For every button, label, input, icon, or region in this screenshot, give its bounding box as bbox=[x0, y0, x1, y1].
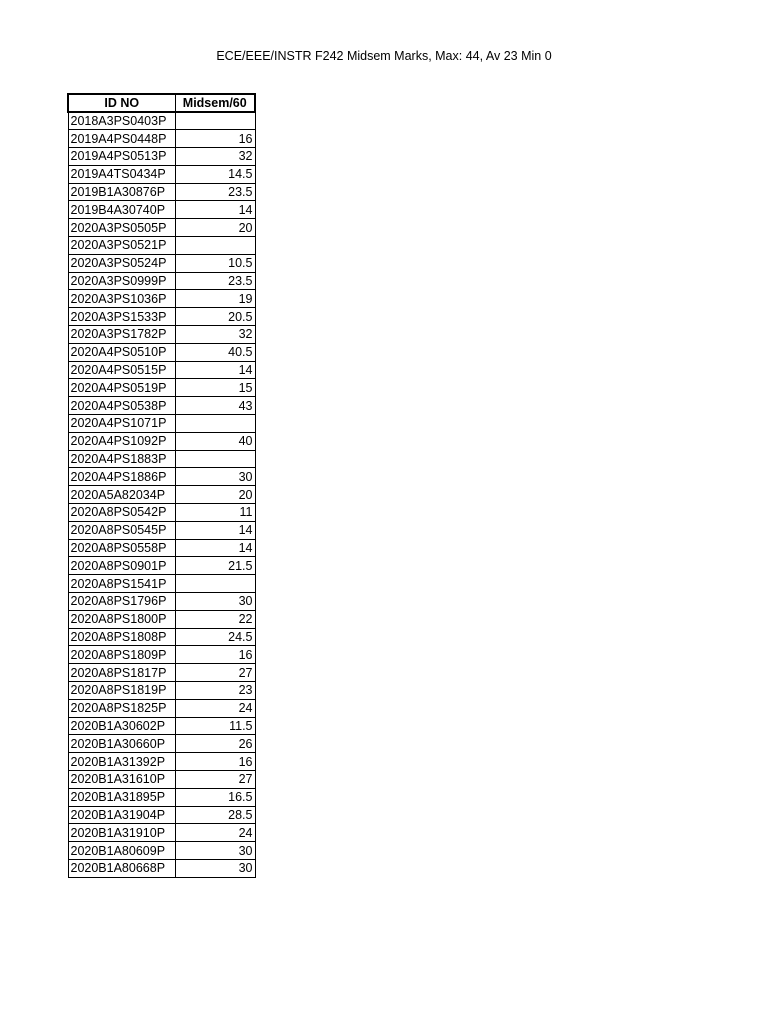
midsem-mark-cell bbox=[175, 575, 255, 593]
table-row bbox=[68, 486, 255, 504]
midsem-mark-cell: 24 bbox=[175, 699, 255, 717]
student-id-cell: 2020A8PS1800P bbox=[68, 610, 175, 628]
table-row bbox=[68, 130, 255, 148]
table-row bbox=[68, 272, 255, 290]
student-id-cell: 2020A3PS1036P bbox=[68, 290, 175, 308]
midsem-mark-cell: 20 bbox=[175, 219, 255, 237]
student-id-cell: 2020A3PS0521P bbox=[68, 237, 175, 255]
table-row bbox=[68, 593, 255, 611]
table-row bbox=[68, 361, 255, 379]
table-row bbox=[68, 806, 255, 824]
column-header-id: ID NO bbox=[68, 94, 175, 112]
student-id-cell: 2020A8PS0545P bbox=[68, 521, 175, 539]
student-id-cell: 2020A8PS0558P bbox=[68, 539, 175, 557]
midsem-mark-cell: 23 bbox=[175, 682, 255, 700]
midsem-mark-cell: 14 bbox=[175, 521, 255, 539]
student-id-cell: 2020A8PS1817P bbox=[68, 664, 175, 682]
table-row bbox=[68, 824, 255, 842]
midsem-mark-cell: 26 bbox=[175, 735, 255, 753]
midsem-mark-cell: 30 bbox=[175, 859, 255, 877]
table-row bbox=[68, 699, 255, 717]
student-id-cell: 2020B1A80609P bbox=[68, 842, 175, 860]
midsem-mark-cell: 23.5 bbox=[175, 272, 255, 290]
student-id-cell: 2020A4PS1071P bbox=[68, 415, 175, 433]
midsem-mark-cell: 32 bbox=[175, 148, 255, 166]
midsem-mark-cell: 14 bbox=[175, 539, 255, 557]
student-id-cell: 2020A8PS0542P bbox=[68, 504, 175, 522]
student-id-cell: 2020A4PS0538P bbox=[68, 397, 175, 415]
midsem-mark-cell: 30 bbox=[175, 593, 255, 611]
table-row bbox=[68, 735, 255, 753]
table-row bbox=[68, 308, 255, 326]
midsem-mark-cell: 40.5 bbox=[175, 343, 255, 361]
table-row bbox=[68, 326, 255, 344]
table-row bbox=[68, 859, 255, 877]
student-id-cell: 2019A4TS0434P bbox=[68, 165, 175, 183]
table-row bbox=[68, 788, 255, 806]
midsem-mark-cell: 24 bbox=[175, 824, 255, 842]
table-row bbox=[68, 165, 255, 183]
table-row bbox=[68, 183, 255, 201]
midsem-mark-cell: 20 bbox=[175, 486, 255, 504]
student-id-cell: 2020B1A31895P bbox=[68, 788, 175, 806]
midsem-mark-cell: 28.5 bbox=[175, 806, 255, 824]
table-body bbox=[68, 112, 255, 877]
table-row bbox=[68, 290, 255, 308]
midsem-mark-cell bbox=[175, 237, 255, 255]
marks-table bbox=[67, 93, 256, 878]
midsem-mark-cell: 43 bbox=[175, 397, 255, 415]
student-id-cell: 2020A3PS1782P bbox=[68, 326, 175, 344]
midsem-mark-cell: 27 bbox=[175, 770, 255, 788]
table-row bbox=[68, 842, 255, 860]
student-id-cell: 2020B1A80668P bbox=[68, 859, 175, 877]
student-id-cell: 2020A8PS1819P bbox=[68, 682, 175, 700]
table-row bbox=[68, 219, 255, 237]
student-id-cell: 2020A3PS1533P bbox=[68, 308, 175, 326]
student-id-cell: 2020B1A30660P bbox=[68, 735, 175, 753]
midsem-mark-cell: 20.5 bbox=[175, 308, 255, 326]
student-id-cell: 2020A8PS1541P bbox=[68, 575, 175, 593]
midsem-mark-cell: 11.5 bbox=[175, 717, 255, 735]
midsem-mark-cell: 21.5 bbox=[175, 557, 255, 575]
midsem-mark-cell bbox=[175, 112, 255, 130]
student-id-cell: 2020B1A30602P bbox=[68, 717, 175, 735]
midsem-mark-cell bbox=[175, 415, 255, 433]
student-id-cell: 2019A4PS0448P bbox=[68, 130, 175, 148]
table-row bbox=[68, 201, 255, 219]
page-title: ECE/EEE/INSTR F242 Midsem Marks, Max: 44, Av 23 Min 0 bbox=[216, 49, 552, 63]
student-id-cell: 2020A8PS0901P bbox=[68, 557, 175, 575]
midsem-mark-cell: 11 bbox=[175, 504, 255, 522]
student-id-cell: 2019A4PS0513P bbox=[68, 148, 175, 166]
midsem-mark-cell: 30 bbox=[175, 468, 255, 486]
table-row bbox=[68, 557, 255, 575]
table-row bbox=[68, 148, 255, 166]
table-row bbox=[68, 770, 255, 788]
midsem-mark-cell: 24.5 bbox=[175, 628, 255, 646]
table-row bbox=[68, 717, 255, 735]
midsem-mark-cell: 14 bbox=[175, 201, 255, 219]
table-row bbox=[68, 343, 255, 361]
midsem-mark-cell: 19 bbox=[175, 290, 255, 308]
midsem-mark-cell: 16.5 bbox=[175, 788, 255, 806]
student-id-cell: 2020A5A82034P bbox=[68, 486, 175, 504]
midsem-mark-cell: 22 bbox=[175, 610, 255, 628]
table-row bbox=[68, 415, 255, 433]
student-id-cell: 2020A8PS1809P bbox=[68, 646, 175, 664]
table-header-row bbox=[68, 94, 255, 112]
midsem-mark-cell: 14 bbox=[175, 361, 255, 379]
table-row bbox=[68, 237, 255, 255]
table-row bbox=[68, 450, 255, 468]
student-id-cell: 2020A8PS1796P bbox=[68, 593, 175, 611]
table-row bbox=[68, 682, 255, 700]
table-row bbox=[68, 628, 255, 646]
midsem-mark-cell: 40 bbox=[175, 432, 255, 450]
student-id-cell: 2020A4PS0510P bbox=[68, 343, 175, 361]
student-id-cell: 2020A4PS1883P bbox=[68, 450, 175, 468]
table-row bbox=[68, 539, 255, 557]
student-id-cell: 2020A3PS0999P bbox=[68, 272, 175, 290]
student-id-cell: 2020B1A31910P bbox=[68, 824, 175, 842]
table-row bbox=[68, 504, 255, 522]
student-id-cell: 2020B1A31610P bbox=[68, 770, 175, 788]
student-id-cell: 2020A8PS1825P bbox=[68, 699, 175, 717]
midsem-mark-cell: 30 bbox=[175, 842, 255, 860]
student-id-cell: 2019B4A30740P bbox=[68, 201, 175, 219]
student-id-cell: 2020A3PS0505P bbox=[68, 219, 175, 237]
table-row bbox=[68, 575, 255, 593]
student-id-cell: 2020A4PS0515P bbox=[68, 361, 175, 379]
midsem-mark-cell: 15 bbox=[175, 379, 255, 397]
midsem-mark-cell: 27 bbox=[175, 664, 255, 682]
student-id-cell: 2020A4PS0519P bbox=[68, 379, 175, 397]
table-row bbox=[68, 521, 255, 539]
student-id-cell: 2020B1A31392P bbox=[68, 753, 175, 771]
table-row bbox=[68, 432, 255, 450]
table-row bbox=[68, 610, 255, 628]
column-header-midsem: Midsem/60 bbox=[175, 94, 255, 112]
student-id-cell: 2020A3PS0524P bbox=[68, 254, 175, 272]
student-id-cell: 2018A3PS0403P bbox=[68, 112, 175, 130]
table-row bbox=[68, 112, 255, 130]
table-row bbox=[68, 468, 255, 486]
table-row bbox=[68, 646, 255, 664]
student-id-cell: 2020A8PS1808P bbox=[68, 628, 175, 646]
midsem-mark-cell: 23.5 bbox=[175, 183, 255, 201]
midsem-mark-cell: 10.5 bbox=[175, 254, 255, 272]
table-row bbox=[68, 379, 255, 397]
table-row bbox=[68, 753, 255, 771]
midsem-mark-cell: 16 bbox=[175, 130, 255, 148]
table-row bbox=[68, 664, 255, 682]
midsem-mark-cell: 16 bbox=[175, 646, 255, 664]
student-id-cell: 2020B1A31904P bbox=[68, 806, 175, 824]
table-row bbox=[68, 254, 255, 272]
midsem-mark-cell bbox=[175, 450, 255, 468]
student-id-cell: 2019B1A30876P bbox=[68, 183, 175, 201]
table-row bbox=[68, 397, 255, 415]
midsem-mark-cell: 16 bbox=[175, 753, 255, 771]
student-id-cell: 2020A4PS1092P bbox=[68, 432, 175, 450]
midsem-mark-cell: 14.5 bbox=[175, 165, 255, 183]
midsem-mark-cell: 32 bbox=[175, 326, 255, 344]
student-id-cell: 2020A4PS1886P bbox=[68, 468, 175, 486]
